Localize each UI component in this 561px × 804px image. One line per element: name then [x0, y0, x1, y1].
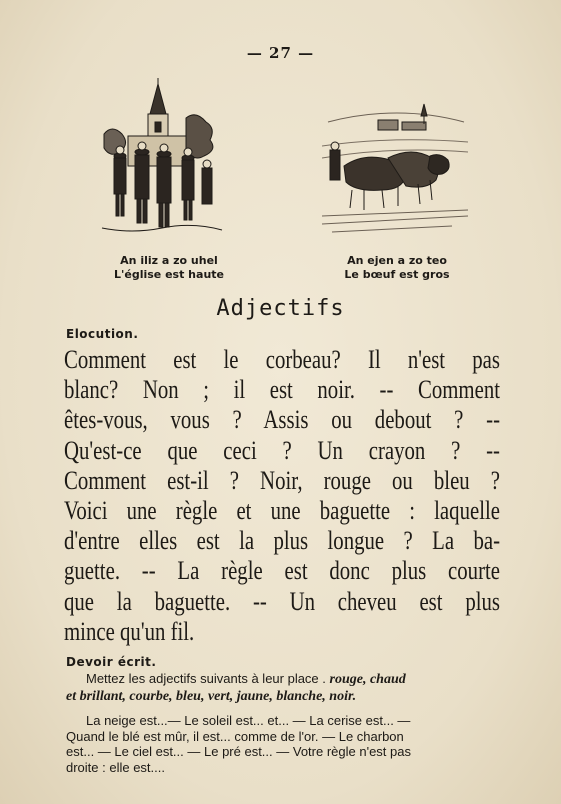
devoir-line: est... — Le ciel est... — Le pré est... — Votre règle n'est pas — [66, 744, 411, 759]
caption-french: L'église est haute — [114, 268, 224, 281]
page-number: — 27 — — [246, 44, 315, 62]
elocution-line: êtes-vous, vous ? Assis ou debout ? -- — [64, 405, 500, 435]
devoir-text — [66, 671, 506, 775]
devoir-line: droite : elle est.... — [66, 759, 165, 775]
devoir-intro: Mettez les adjectifs suivants à leur place . — [86, 671, 326, 686]
section-title: Adjectifs — [216, 296, 345, 321]
oxen-caption — [322, 254, 472, 282]
elocution-line: blanc? Non ; il est noir. -- Comment — [64, 375, 500, 405]
devoir-instruction — [66, 671, 506, 688]
church-illustration — [98, 78, 226, 236]
elocution-line: que la baguette. -- Un cheveu est plus — [64, 586, 500, 616]
devoir-line: Quand le blé est mûr, il est... comme de l'or. — Le charbon — [66, 728, 404, 744]
caption-french: Le bœuf est gros — [344, 268, 450, 281]
caption-breton: An iliz a zo uhel — [120, 254, 218, 267]
devoir-line: La neige est...— Le soleil est... et... — La cerise est... — — [86, 713, 411, 728]
elocution-line: guette. -- La règle est donc plus courte — [64, 556, 500, 586]
elocution-text — [64, 345, 500, 647]
church-caption — [94, 254, 244, 282]
adjective-list: et brillant, courbe, bleu, vert, jaune, blanche, noir. — [66, 688, 357, 704]
elocution-line: Comment est le corbeau? Il n'est pas — [64, 345, 500, 374]
elocution-heading: Elocution. — [66, 327, 139, 341]
caption-breton: An ejen a zo teo — [347, 254, 447, 267]
devoir-instruction-cont — [66, 688, 506, 705]
adjective-list: rouge, chaud — [329, 672, 406, 687]
elocution-line: Comment est-il ? Noir, rouge ou bleu ? — [64, 465, 500, 495]
elocution-line: Voici une règle et une baguette : laquelle — [64, 496, 500, 526]
devoir-heading: Devoir écrit. — [66, 655, 157, 669]
elocution-line: mince qu'un fil. — [64, 616, 195, 646]
elocution-line: Qu'est-ce que ceci ? Un crayon ? -- — [64, 435, 500, 465]
oxen-illustration — [322, 96, 468, 236]
elocution-line: d'entre elles est la plus longue ? La ba- — [64, 526, 500, 556]
